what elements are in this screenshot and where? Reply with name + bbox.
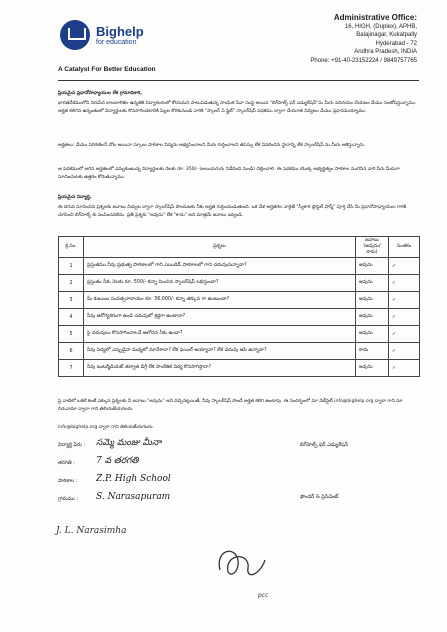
signature-pcc: pcc	[258, 592, 269, 599]
tagline: A Catalyst For Better Education	[58, 66, 156, 73]
field-class: తరగతి : 7 వ తరగతి	[58, 456, 139, 466]
table-row: 3 మీ కుటుంబ సంవత్సరాదాయం రూ. 36,000/- కన్నా తక్కువ గా ఉంటుందా? అవును ✓	[59, 292, 420, 309]
checkmark-icon: ✓	[389, 275, 420, 292]
paragraph-4: ఈ దిగువ సూచించిన ప్రశ్నలకు జవాబు నిచ్చుట ద్వారా స్కాలర్‌షిప్ పొందుటకు నీకు అర్హత గుర్తించబడుతుంది. ఒక వేళ అర్హతగల వారైతే "స్వీకార ఫ్రొఫైల్ ఫార్మ్" పూర్తి చేసి మీ ప్రధానోపాధ్యాయుల గారికి చూపించి బిగ్‌హెల్ప్ కు పంపించవలెను. ప్రతీ ప్రశ్నకు "అవును" లేక "కాదు" అని మాత్రమే జవాబు ఇవ్వండి.	[58, 205, 407, 219]
office-address	[310, 14, 417, 65]
field-name: విద్యార్థి పేరు : సమ్మె మంజు మీనా	[58, 438, 162, 448]
col-answer: జవాబు (అవును/కాదు)	[356, 237, 389, 258]
book-icon	[60, 20, 90, 50]
office-phone: Phone: +91-40-23152224 / 9849757765	[310, 57, 417, 64]
field-school: పాఠశాల : Z.P. High School	[58, 474, 171, 484]
checkmark-icon: ✓	[389, 292, 420, 309]
office-line-4: Andhra Pradesh, INDIA	[354, 49, 417, 55]
header-divider	[58, 80, 419, 81]
table-row: 2 ప్రస్తుతం నీకు నెలకు రూ. 500/- కన్నా మించిన స్కాలర్‌షిప్ లభిస్తుందా? అవును ✓	[59, 275, 420, 292]
brand-name: Bighelp	[96, 24, 144, 39]
table-row: 1 ప్రస్తుతము నీవు ప్రభుత్వ పాఠశాలలో గాని ఎయిడెడ్ పాఠశాలలో గాని చదువుచున్నావా? అవును ✓	[59, 258, 420, 275]
questions-table	[58, 236, 420, 377]
signature-mark	[210, 540, 270, 594]
checkmark-icon: ✓	[389, 309, 420, 326]
checkmark-icon: ✓	[389, 326, 420, 343]
col-sign: సంతకం	[389, 237, 420, 258]
paragraph-1: భారతదేశములోని నిరుపేద బాలబాలికల ఉన్నతికి విద్యారంగంలో కోయమని పాటుపడుతున్న సాంఘిక సేవా సంస్థ అయిన "బిగ్‌హెల్ప్ ఫర్ ఎడ్యుకేషన్"ను మీరు పరిచయం చేయటం మేము సంతోషిస్తున్నాము. అర్హత కలిగిన ఉన్నంతంలో విద్యార్థులకు కొనసాగించటానికి పిల్లల కొరకునుండి వారికి "స్కాలర్ ఏ ప్లైట్" స్కాలర్‌షిప్ పథకము ద్వారా చేయూత నివ్వటం మేము ప్రధానమయ్యాము.	[58, 101, 417, 115]
email-line: info@bighelp.org ద్వారా గాని తెలియజేయగలరు.	[58, 425, 154, 430]
footer-paragraph: పై వాటిలో ఒకటి కంటే ఎక్కువ ప్రశ్నలకు నీ జవాబు "అవును" అని వచ్చినట్లయితే, నీవు స్కాలర్‌షిప్ పొందే అర్హత కలిగి ఉంటావు. ఈ సందర్భంలో మా వెబ్‌సైట్ info@bighelp.org ద్వారా గాని మా చిరునామా ద్వారా గాని తెలియజేయగలరు.	[58, 399, 403, 413]
office-line-2: Balajinagar, Kukatpally	[356, 32, 417, 38]
greeting-student: ప్రియమైన విద్యార్థి,	[58, 195, 92, 200]
salutation: ప్రియమైన ప్రధానోపాధ్యాయుల లేక గ్రామాధికారి,	[58, 91, 143, 96]
table-row: 5 పై చదువులు కొనసాగించాలనే ఆలోచన నీకు ఉందా? అవును ✓	[59, 326, 420, 343]
role-note: ఫౌండర్ & ప్రెసిడెంట్	[300, 494, 339, 500]
brand-sub: for education	[96, 39, 137, 46]
office-line-1: 16, HIGH, (Duplex), APHB,	[344, 23, 417, 30]
checkmark-icon: ✓	[389, 343, 420, 360]
table-row: 4 నీవు ఆరోగ్యకరంగా ఉండి చదువులో శ్రద్ధగా ఉంటావా? అవును ✓	[59, 309, 420, 326]
table-row: 7 నీవు ఇంటర్మీడియట్ తర్వాత డిగ్రీ లేక సాంకేతిక విద్య కొనసాగిస్తావా? అవును ✓	[59, 360, 420, 377]
org-note: బిగ్‌హెల్ప్ ఫర్ ఎడ్యుకేషన్	[300, 442, 349, 448]
checkmark-icon: ✓	[389, 258, 420, 275]
col-question: ప్రశ్నలు	[84, 237, 356, 258]
paragraph-3: ఆ పథకములో అగిన అర్హతలలో ఎన్నుకుంటున్న విద్యార్థులకు నెలకు రూ. 350/- (అయిదుగురు నివేదించి నుండి) చెల్లించాలి. ఈ పథకము యొక్క అభ్యర్థిత్వం పాఠశాల ముగిసిన వారి పేరు మీదుగా సూచించుటకు ఉత్తరం కోరుతున్నాము.	[58, 167, 400, 181]
signature-left: J. L. Narasimha	[56, 526, 127, 536]
office-line-3: Hyderabad - 72	[375, 40, 417, 47]
checkmark-icon: ✓	[389, 360, 420, 377]
paragraph-2: అర్హతలు: మేము పరిగణించే చోట అయినా స్కూలు పాఠశాల విద్యను అభ్యసించాలని మీరు గుర్తించాలని తపస్సు లేక వివరించిన స్థానాన్ని లేక స్కాలర్‌షిప్ ను మీరు ఆశిస్తున్నారు.	[58, 143, 366, 148]
office-title: Administrative Office:	[333, 13, 417, 22]
col-num: క్ర.సం.	[59, 237, 84, 258]
table-row: 6 నీవు విద్యలో ఎప్పుడైనా మధ్యలో మానేశావా? లేక ఫెయిల్ అయ్యావా? లేక చదువు ఆపి ఉన్నావా? కాదు ✓	[59, 343, 420, 360]
bighelp-logo	[60, 20, 144, 50]
field-village: గ్రామము : S. Narasapuram	[58, 492, 171, 502]
